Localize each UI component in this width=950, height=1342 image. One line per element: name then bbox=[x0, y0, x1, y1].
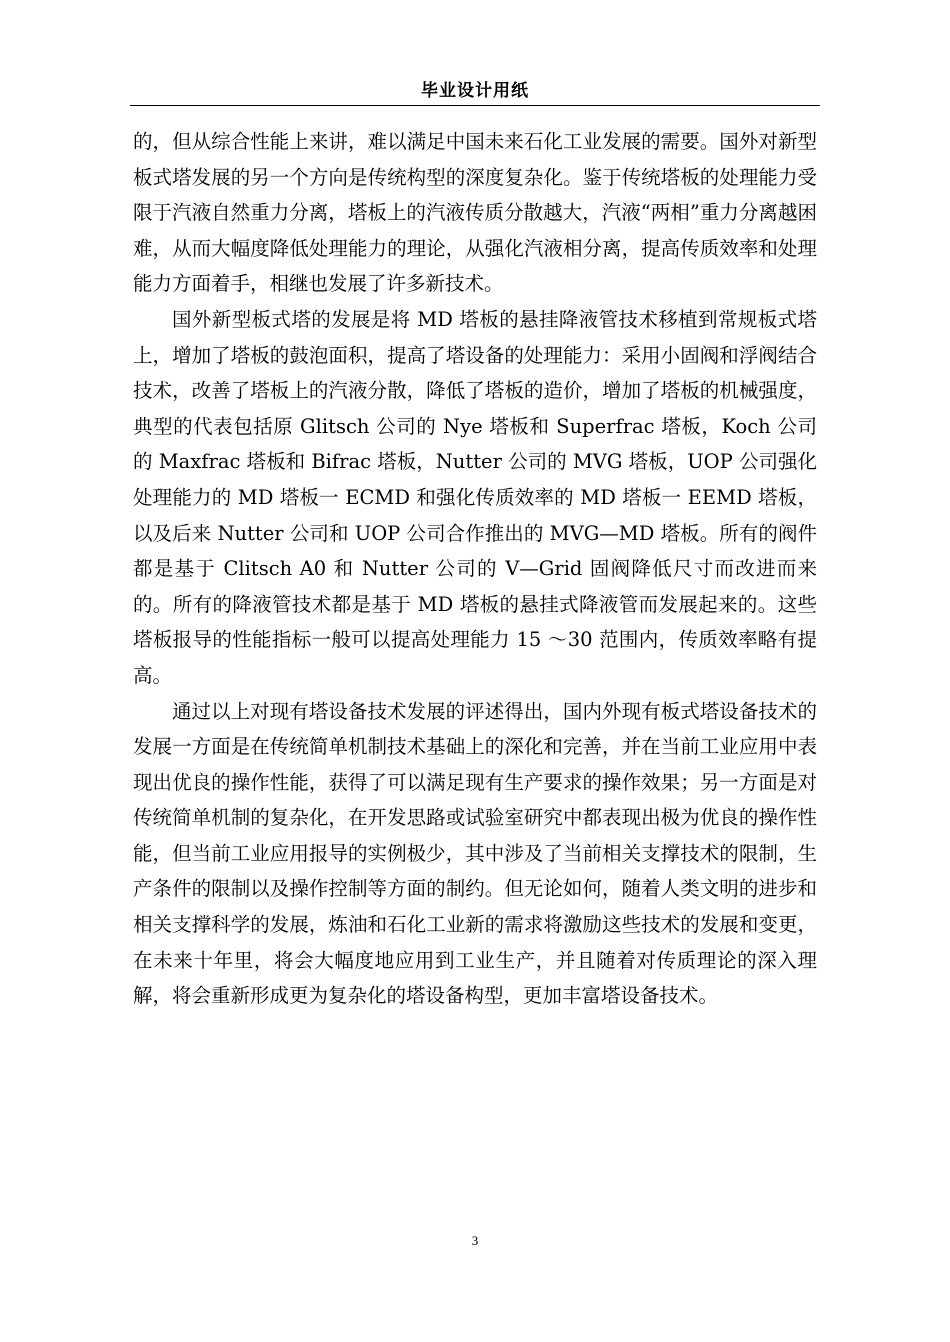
paragraph-tray-development: 国外新型板式塔的发展是将 MD 塔板的悬挂降液管技术移植到常规板式塔上，增加了塔板的鼓泡面积，提高了塔设备的处理能力：采用小固阀和浮阀结合技术，改善了塔板上的汽液分散，降低了塔板的造价，增加了塔板的机械强度，典型的代表包括原 Glitsch 公司的 Nye 塔板和 Superfrac 塔板，Koch 公司的 Maxfrac 塔板和 Bifrac 塔板，Nutter 公司的 MVG 塔板，UOP 公司强化处理能力的 MD 塔板一 ECMD 和强化传质效率的 MD 塔板一 EEMD 塔板，以及后来 Nutter 公司和 UOP 公司合作推出的 MVG—MD 塔板。所有的阀件都是基于 Clitsch A0 和 Nutter 公司的 V—Grid 固阀降低尺寸而改进而来的。所有的降液管技术都是基于 MD 塔板的悬挂式降液管而发展起来的。这些塔板报导的性能指标一般可以提高处理能力 15 ～30 范围内，传质效率略有提高。 bbox=[133, 307, 817, 687]
paragraph-summary: 通过以上对现有塔设备技术发展的评述得出，国内外现有板式塔设备技术的发展一方面是在传统简单机制技术基础上的深化和完善，并在当前工业应用中表现出优良的操作性能，获得了可以满足现有生产要求的操作效果；另一方面是对传统简单机制的复杂化，在开发思路或试验室研究中都表现出极为优良的操作性能，但当前工业应用报导的实例极少，其中涉及了当前相关支撑技术的限制，生产条件的限制以及操作控制等方面的制约。但无论如何，随着人类文明的进步和相关支撑科学的发展，炼油和石化工业新的需求将激励这些技术的发展和变更，在未来十年里，将会大幅度地应用到工业生产，并且随着对传质理论的深入理解，将会重新形成更为复杂化的塔设备构型，更加丰富塔设备技术。 bbox=[133, 699, 817, 1008]
paragraph-continuation: 的，但从综合性能上来讲，难以满足中国未来石化工业发展的需要。国外对新型板式塔发展的另一个方向是传统构型的深度复杂化。鉴于传统塔板的处理能力受限于汽液自然重力分离，塔板上的汽液传质分散越大，汽液“两相”重力分离越困难，从而大幅度降低处理能力的理论，从强化汽液相分离，提高传质效率和处理能力方面着手，相继也发展了许多新技术。 bbox=[133, 130, 817, 296]
body-text bbox=[133, 124, 817, 1014]
page-header-title: 毕业设计用纸 bbox=[421, 81, 529, 101]
header-rule bbox=[130, 105, 820, 106]
page-number: 3 bbox=[471, 1233, 479, 1248]
